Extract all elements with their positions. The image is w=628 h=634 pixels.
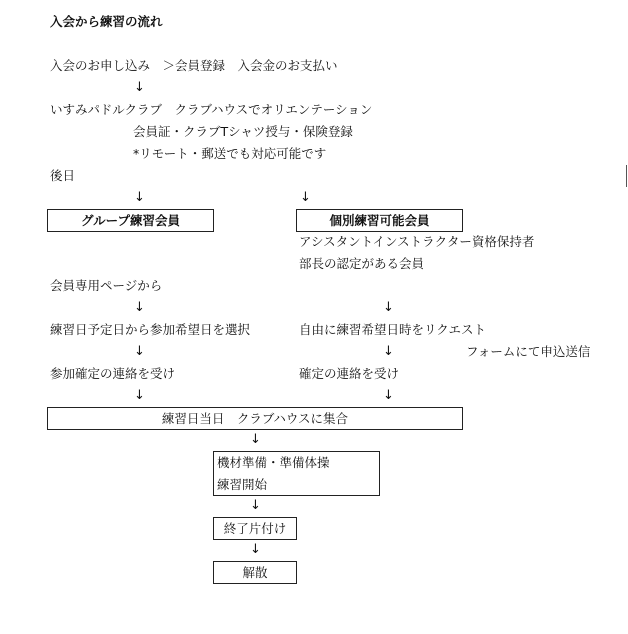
group-select-date: 練習日予定日から参加希望日を選択 (50, 322, 251, 337)
arrow-down-icon: ↓ (250, 432, 261, 447)
group-member-label: グループ練習会員 (80, 213, 180, 228)
gather-label: 練習日当日 クラブハウスに集合 (161, 411, 349, 426)
individual-member-box (296, 209, 463, 232)
arrow-down-icon: ↓ (250, 498, 261, 513)
prep-box (213, 451, 380, 496)
prep-start: 練習開始 (217, 477, 268, 492)
cleanup-label: 終了片付け (223, 521, 287, 536)
arrow-down-icon: ↓ (134, 80, 145, 95)
step-application: 入会のお申し込み ＞会員登録 入会金のお支払い (50, 58, 338, 73)
page-title: 入会から練習の流れ (50, 14, 163, 29)
arrow-down-icon: ↓ (383, 300, 394, 315)
orientation-note-items: 会員証・クラブTシャツ授与・保険登録 (133, 124, 353, 139)
dismiss-label: 解散 (242, 565, 268, 580)
step-orientation: いすみパドルクラブ クラブハウスでオリエンテーション (50, 102, 373, 117)
arrow-down-icon: ↓ (300, 190, 311, 205)
group-confirm: 参加確定の連絡を受け (50, 366, 176, 381)
gather-box (47, 407, 463, 430)
cleanup-box (213, 517, 297, 540)
prep-equipment: 機材準備・準備体操 (217, 455, 330, 470)
individual-member-label: 個別練習可能会員 (329, 213, 430, 228)
individual-form-note: フォームにて申込送信 (466, 344, 591, 359)
individual-condition-certified: アシスタントインストラクター資格保持者 (299, 234, 535, 249)
group-from-page: 会員専用ページから (50, 278, 163, 293)
arrow-down-icon: ↓ (134, 388, 145, 403)
later-label: 後日 (50, 168, 76, 183)
dismiss-box (213, 561, 297, 584)
arrow-down-icon: ↓ (383, 388, 394, 403)
individual-request: 自由に練習希望日時をリクエスト (299, 322, 487, 337)
orientation-note-remote: *リモート・郵送でも対応可能です (133, 146, 327, 161)
arrow-down-icon: ↓ (134, 344, 145, 359)
arrow-down-icon: ↓ (134, 190, 145, 205)
individual-condition-approved: 部長の認定がある会員 (299, 256, 425, 271)
group-member-box (47, 209, 214, 232)
arrow-down-icon: ↓ (134, 300, 145, 315)
text-cursor (626, 165, 627, 187)
arrow-down-icon: ↓ (383, 344, 394, 359)
arrow-down-icon: ↓ (250, 542, 261, 557)
individual-confirm: 確定の連絡を受け (299, 366, 400, 381)
